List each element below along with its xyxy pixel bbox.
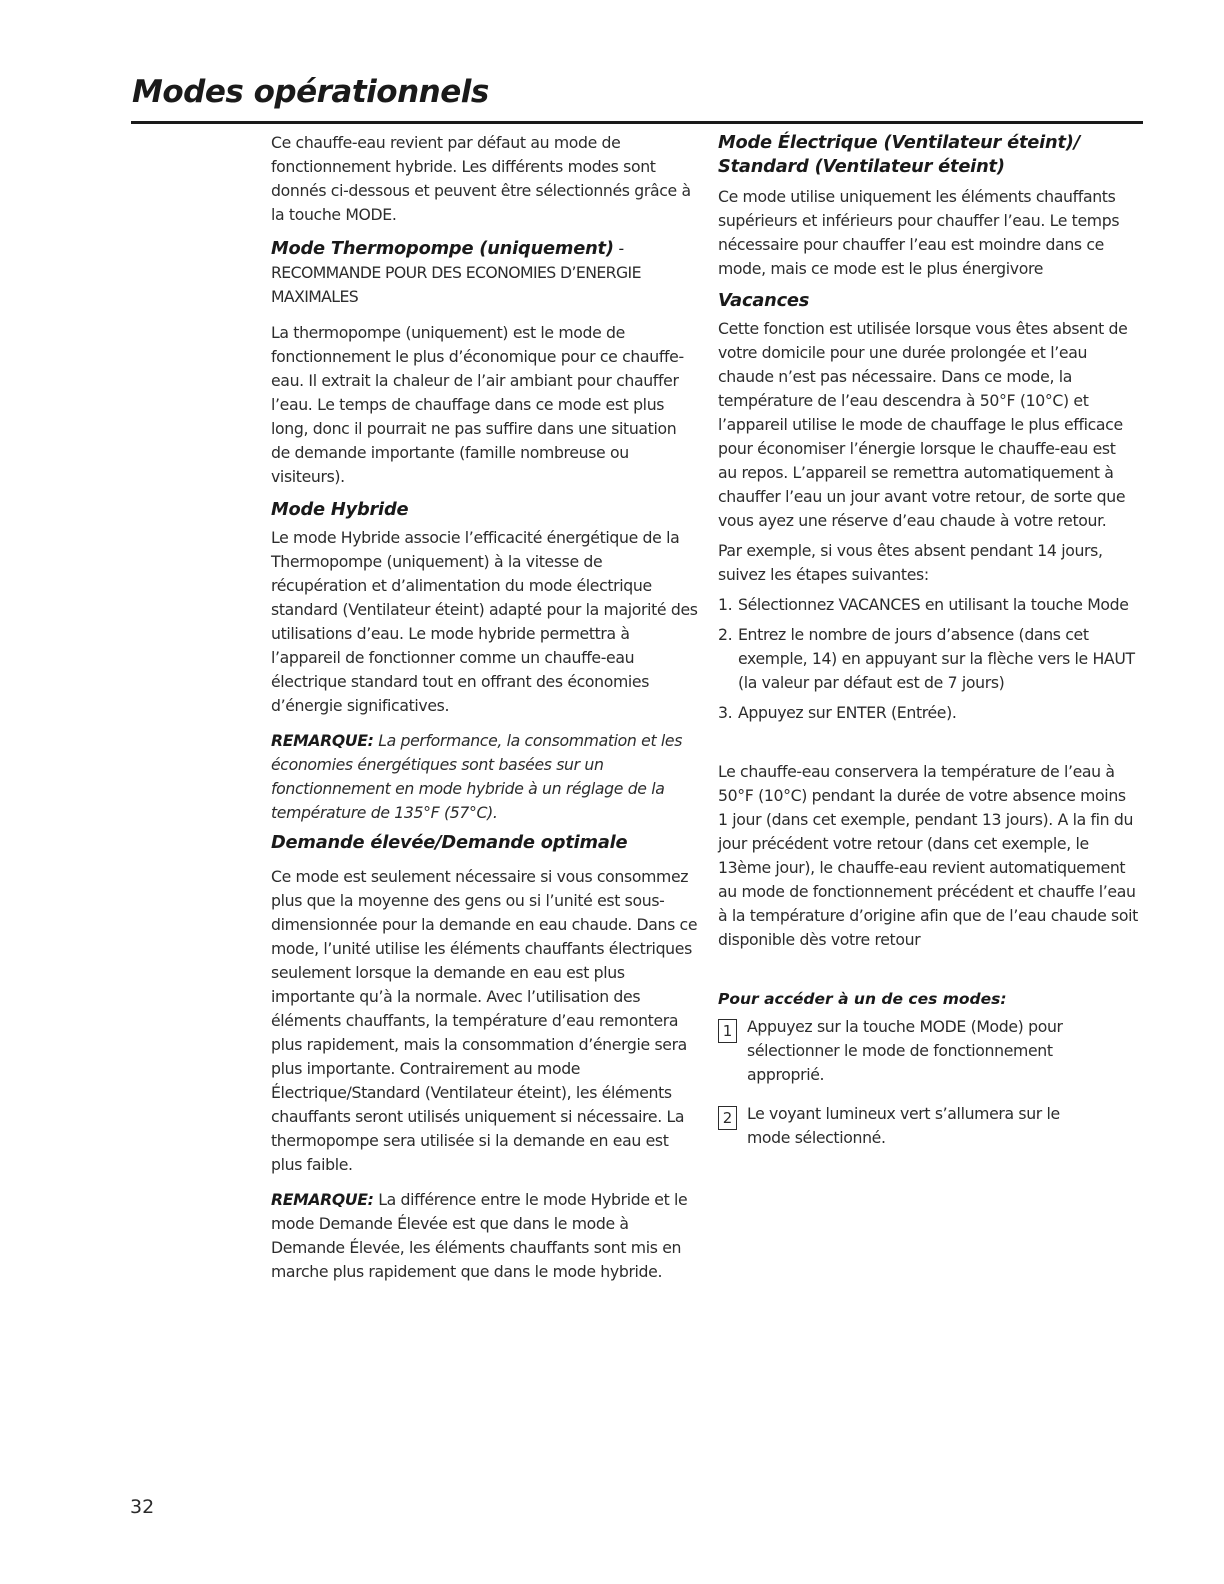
hybride-note-label: REMARQUE: (271, 731, 374, 750)
acces-step-text: Le voyant lumineux vert s’allumera sur le mode sélectionné. (747, 1104, 1060, 1147)
demande-note-label: REMARQUE: (271, 1190, 374, 1209)
left-column (271, 131, 699, 1284)
vacances-step-number: 2. (718, 625, 733, 644)
hybride-body: Le mode Hybride associe l’efficacité énergétique de la Thermopompe (uniquement) à la vitesse de récupération et d’alimentation du mode électrique standard (Ventilateur éteint) adapté pour la majorité des utilisations d’eau. Le mode hybride permettra à l’appareil de fonctionner comme un chauffe-eau électrique standard tout en offrant des économies d’énergie significatives. (271, 528, 698, 715)
vacances-step (718, 593, 1138, 617)
thermopompe-heading-text: Mode Thermopompe (uniquement) (271, 238, 614, 259)
intro-paragraph: Ce chauffe-eau revient par défaut au mode de fonctionnement hybride. Les différents modes sont donnés ci-dessous et peuvent être sélectionnés grâce à la touche MODE. (271, 133, 691, 224)
thermopompe-heading (271, 237, 699, 261)
vacances-body: Cette fonction est utilisée lorsque vous êtes absent de votre domicile pour une durée prolongée et l’eau chaude n’est pas nécessaire. Dans ce mode, la température de l’eau descendra à 50°F (10°C) et l’appareil utilise le mode de chauffage le plus efficace pour économiser l’énergie lorsque le chauffe-eau est au repos. L’appareil se remettra automatiquement à chauffer l’eau un jour avant votre retour, de sorte que vous ayez une réserve d’eau chaude à votre retour. (718, 319, 1128, 530)
step-number-box: 1 (718, 1019, 737, 1043)
step-number-box: 2 (718, 1106, 737, 1130)
demande-note-text: La différence entre le mode Hybride et le mode Demande Élevée est que dans le mode à Demande Élevée, les éléments chauffants sont mis en marche plus rapidement que dans le mode hybride. (271, 1190, 688, 1281)
thermopompe-heading-suffix: - (613, 239, 625, 258)
vacances-example: Par exemple, si vous êtes absent pendant 14 jours, suivez les étapes suivantes: (718, 541, 1103, 584)
acces-step (718, 1015, 1138, 1087)
demande-body: Ce mode est seulement nécessaire si vous consommez plus que la moyenne des gens ou si l’unité est sous-dimensionnée pour la demande en eau chaude. Dans ce mode, l’unité utilise les éléments chauffants électriques seulement lorsque la demande en eau est plus importante qu’à la normale. Avec l’utilisation des éléments chauffants, la température d’eau remontera plus rapidement, mais la consommation d’énergie sera plus importante. Contrairement au mode Électrique/Standard (Ventilateur éteint), les éléments chauffants seront utilisés uniquement si nécessaire. La thermopompe sera utilisée si la demande en eau est plus faible. (271, 867, 698, 1174)
hybride-heading: Mode Hybride (271, 499, 409, 520)
demande-note (271, 1188, 699, 1284)
vacances-step-text: Sélectionnez VACANCES en utilisant la touche Mode (738, 595, 1129, 614)
thermopompe-body: La thermopompe (uniquement) est le mode de fonctionnement le plus d’économique pour ce chauffe-eau. Il extrait la chaleur de l’air ambiant pour chauffer l’eau. Le temps de chauffage dans ce mode est plus long, donc il pourrait ne pas suffire dans une situation de demande importante (famille nombreuse ou visiteurs). (271, 323, 684, 486)
vacances-steps (718, 593, 1138, 725)
vacances-after: Le chauffe-eau conservera la température de l’eau à 50°F (10°C) pendant la durée de votre absence moins 1 jour (dans cet exemple, pendant 13 jours). A la fin du jour précédent votre retour (dans cet exemple, le 13ème jour), le chauffe-eau revient automatiquement au mode de fonctionnement précédent et chauffe l’eau à la température d’origine afin que de l’eau chaude soit disponible dès votre retour (718, 762, 1138, 949)
vacances-step (718, 623, 1138, 695)
vacances-step-number: 1. (718, 595, 733, 614)
acces-heading: Pour accéder à un de ces modes: (718, 990, 1007, 1008)
vacances-step-text: Entrez le nombre de jours d’absence (dans cet exemple, 14) en appuyant sur la flèche vers le HAUT (la valeur par défaut est de 7 jours) (738, 625, 1135, 692)
title-divider (131, 121, 1143, 124)
electrique-body: Ce mode utilise uniquement les éléments chauffants supérieurs et inférieurs pour chauffer l’eau. Le temps nécessaire pour chauffer l’eau est moindre dans ce mode, mais ce mode est le plus énergivore (718, 187, 1120, 278)
vacances-step (718, 701, 1138, 725)
right-column (718, 131, 1138, 1150)
page-title: Modes opérationnels (132, 74, 489, 110)
demande-heading: Demande élevée/Demande optimale (271, 832, 628, 853)
electrique-heading: Mode Électrique (Ventilateur éteint)/ Standard (Ventilateur éteint) (718, 132, 1081, 177)
thermopompe-subtitle: RECOMMANDE POUR DES ECONOMIES D’ENERGIE MAXIMALES (271, 263, 641, 306)
vacances-step-text: Appuyez sur ENTER (Entrée). (738, 703, 957, 722)
page-number: 32 (130, 1496, 155, 1518)
hybride-note (271, 729, 699, 825)
acces-step-text: Appuyez sur la touche MODE (Mode) pour sélectionner le mode de fonctionnement approprié. (747, 1017, 1063, 1084)
vacances-heading: Vacances (718, 290, 810, 311)
vacances-step-number: 3. (718, 703, 733, 722)
hybride-note-text: La performance, la consommation et les économies énergétiques sont basées sur un fonctionnement en mode hybride à un réglage de la température de 135°F (57°C). (271, 731, 683, 822)
acces-step (718, 1102, 1138, 1150)
